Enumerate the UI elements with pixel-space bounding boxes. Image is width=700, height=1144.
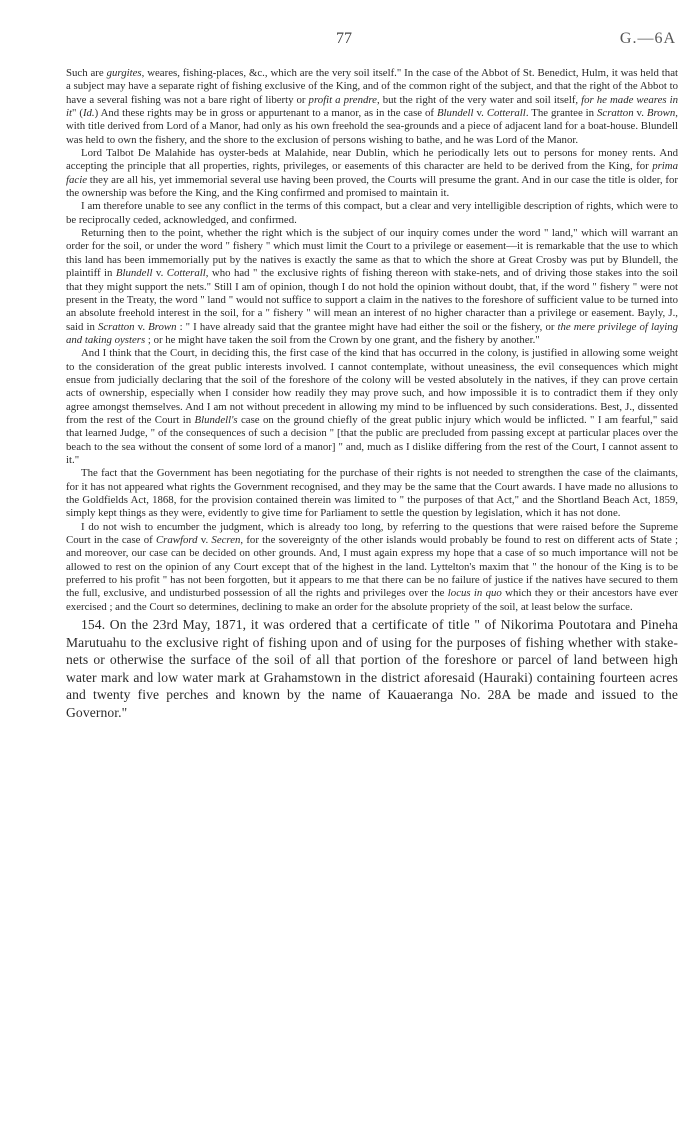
text-run: case on the ground chiefly of the great public injury which would be inflicted. " I am fearful," said that learned Judge, " of the consequences of such a decision " [that the public are precluded from passing except at particular places over the beach to the sea without the consent of some lord of a manor] " and, much as I dislike differing from the rest of the Court, I cannot assent to it." <box>66 413 678 466</box>
text-run: ; or he might have taken the soil from the Crown by one grant, and the fishery by another." <box>145 333 540 346</box>
text-run: The fact that the Government has been negotiating for the purchase of their rights is not needed to strengthen the case of the claimants, for it has not appeared what rights the Government recognised, and they may be the same that the Court awards. I have made no allusions to the Goldfields Act, 1868, for the provision contained therein was limited to " the purposes of that Act," and the Shortland Beach Act, 1859, simply kept things as they were, evidently to give time for Parliament to settle the question by legislation, which it has not done. <box>66 467 678 520</box>
italic-text: Crawford <box>155 534 198 547</box>
text-run: I am therefore unable to see any conflict in the terms of this compact, but a clear and very intelligible description of rights, which were to be reciprocally ceded, acknowledged, and confirmed. <box>66 200 678 226</box>
text-run: which they or their ancestors have ever exercised ; and the Court so determines, declining to make an order for the absolute propriety of the soil, at least below the surface. <box>66 587 679 613</box>
italic-text: Secren <box>211 534 241 547</box>
text-run: I do not wish to encumber the judgment, which is already too long, by referring to the questions that were raised before the Supreme Court in the case of <box>66 520 678 547</box>
text-run: , with title derived from Lord of a Manor, had only as his own freehold the sea-grounds and a piece of adjacent land for a boat-house. Blundell was held to own the fishery, and the shore to the exclusion of persons wishing to bathe, and he was Lord of the Manor. <box>66 107 678 146</box>
paragraph-judgment-conclusion <box>66 521 678 614</box>
text-run: , but the right of the very water and soil itself, <box>376 93 582 106</box>
document-reference: G.—6A <box>619 30 676 47</box>
paragraph-154-order <box>66 616 678 722</box>
paragraph-land-or-fishery <box>66 227 678 347</box>
italic-text: Id. <box>82 107 95 120</box>
text-run: , who had " the exclusive rights of fishing thereon with stake-nets, and of driving those stakes into the soil that they might support the nets." Still I am of opinion, though I do not hold the opinion without doubt, that, if the word " fishery " were not present in the Treaty, the word " land " would not suffice to support a claim in the natives to the foreshore of sufficient value to be turned into an absolute freehold interest in the soil, for a " fishery " will mean an interest of no higher character than a privilege or easement. Bayly, J., said in <box>66 267 679 333</box>
italic-text: locus in quo <box>447 587 502 600</box>
text-run: : " I have already said that the grantee might have had either the soil or the fishery, or <box>176 320 558 333</box>
page-number: 77 <box>336 30 352 47</box>
text-run: 154. On the 23rd May, 1871, it was ordered that a certificate of title " of Nikorima Poutotara and Pineha Marutuahu to the exclusive right of fishing upon and of using for the purposes of fishing whether with stake-nets or otherwise the surface of the soil of all that portion of the foreshore or parcel of land between high water mark and low water mark at Grahamstown in the district aforesaid (Hauraki) containing fourteen acres and twenty five perches and known by the name of Kauaeranga No. 28A be made and issued to the Governor." <box>66 617 678 721</box>
italic-text: Brown <box>148 320 177 333</box>
paragraph-talbot-oyster-beds <box>66 147 678 200</box>
text-run: And I think that the Court, in deciding this, the first case of the kind that has occurred in the colony, is justified in allowing some weight to the consideration of the great public interests involved. I cannot contemplate, without uneasiness, the evil consequences which might ensue from judicially declaring that the soil of the foreshore of the colony will be vested absolutely in the natives, if they can prove certain acts of ownership, especially when I consider how readily they may prove such, and how impossible it is to contradict them if they only agree amongst themselves. And I am not without precedent in allowing my mind to be influenced by such considerations. Best, J., dissented from the rest of the Court in <box>66 347 678 426</box>
italic-text: Blundell's <box>194 413 238 426</box>
italic-text: prima facie <box>66 160 678 186</box>
text-run: Such are <box>66 67 107 79</box>
text-run: , for the sovereignty of the other islands would probably be found to rest on different acts of State ; and moreover, our case can be decided on other grounds. And, I must again express my hope that a case of so much importance will not be allowed to rest on the opinion of any Court except that of the highest in the land. Lyttelton's maxim that " the honour of the King is to be preferred to his profit " has not been forgotten, but it appears to me that there can be no failure of justice if the natives have secured to them the full, exclusive, and undisturbed possession of all the rights and privileges over the <box>66 534 678 600</box>
italic-text: Blundell <box>115 267 153 280</box>
document-body <box>66 67 678 722</box>
text-run: Returning then to the point, whether the right which is the subject of our inquiry comes under the word " land," which will warrant an order for the soil, or under the word " fishery " which must limit the Court to a privilege or easement—it is remarkable that the use to which this land has been immemorially put by the natives is exactly the same as that to which the shore at Great Crosby was put by Blundell, the plaintiff in <box>66 227 678 280</box>
text-run: v. <box>134 320 149 333</box>
paragraph-gurgites <box>66 67 678 147</box>
text-run: v. <box>197 534 212 547</box>
page-header <box>0 30 700 50</box>
text-run: Lord Talbot De Malahide has oyster-beds at Malahide, near Dublin, which he periodically lets out to persons for money rents. And accepting the principle that all properties, rights, privileges, or easements of this character are held to be derived from the King, for <box>66 147 678 173</box>
paragraph-compact <box>66 200 678 227</box>
italic-text: for he made weares in it <box>66 93 679 120</box>
italic-text: Scratton <box>597 107 634 120</box>
text-run: , weares, fishing-places, &c., which are the very soil itself." In the case of the Abbot of St. Benedict, Hulm, it was held that a subject may have a separate right of fishing exclusive of the King, and of the common right of the subject, and that the right of the Abbot to have a several fishing was not a bare right of liberty or <box>66 67 678 106</box>
text-run: . The grantee in <box>525 107 598 120</box>
text-run: ) And these rights may be in gross or appurtenant to a manor, as in the case of <box>94 107 437 120</box>
text-run: v. <box>633 107 647 120</box>
italic-text: Brown <box>646 107 676 120</box>
italic-text: profit a prendre <box>308 93 377 106</box>
italic-text: Cotterall <box>166 267 206 280</box>
text-run: v. <box>152 267 167 280</box>
italic-text: the mere privilege of laying and taking oysters <box>66 320 678 346</box>
text-run: they are all his, yet immemorial several use having been proved, the Courts will presume the grant. And in our case the title is older, for the ownership was before the King, and the King confirmed and promised to maintain it. <box>66 173 678 200</box>
italic-text: Scratton <box>97 320 135 333</box>
italic-text: Blundell <box>436 107 474 120</box>
text-run: " ( <box>72 107 83 120</box>
text-run: v. <box>473 107 487 120</box>
paragraph-public-interests <box>66 347 678 467</box>
paragraph-government-negotiation <box>66 467 678 520</box>
italic-text: Cotterall <box>486 107 526 120</box>
italic-text: gurgites <box>106 67 142 79</box>
